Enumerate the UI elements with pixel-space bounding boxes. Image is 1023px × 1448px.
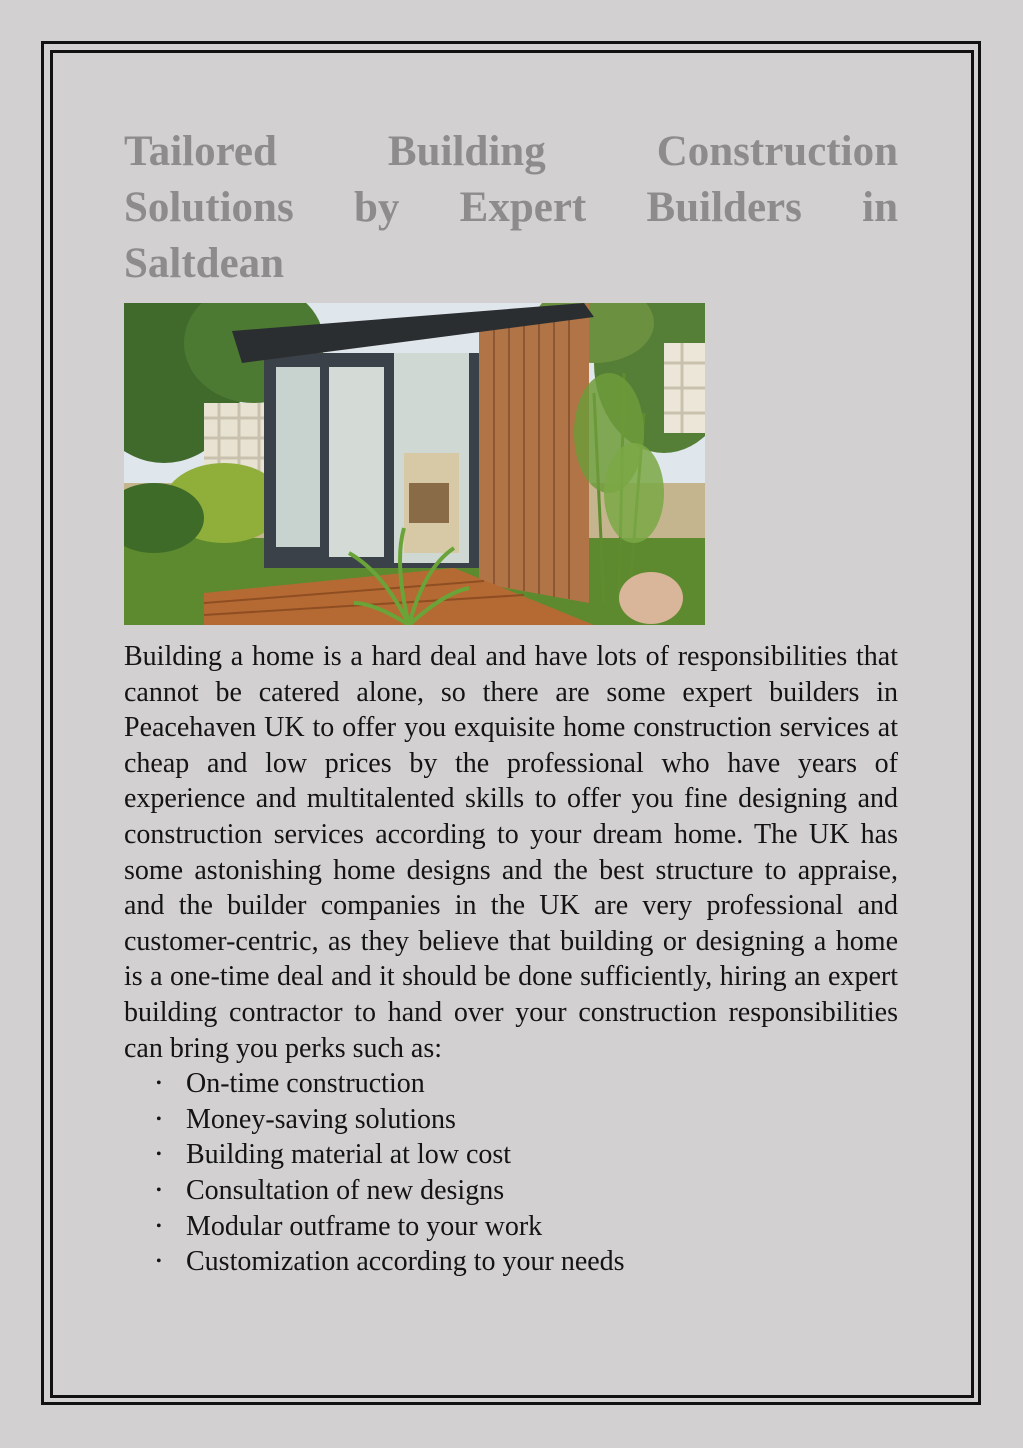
- body-paragraph: Building a home is a hard deal and have lots of responsibilities that cannot be catered alone, so there are some expert builders in Peacehaven UK to offer you exquisite home construction services at cheap and low prices by the professional who have years of experience and multitalented skills to offer you fine designing and construction services according to your dream home. The UK has some astonishing home designs and the best structure to appraise, and the builder companies in the UK are very professional and customer-centric, as they believe that building or designing a home is a one-time deal and it should be done sufficiently, hiring an expert building contractor to hand over your construction responsibilities can bring you perks such as:: [124, 641, 898, 1064]
- perks-list: [124, 1066, 898, 1280]
- list-item: [124, 1173, 898, 1209]
- list-item: [124, 1066, 898, 1102]
- document-title: [124, 124, 898, 292]
- bullet-icon: •: [156, 1146, 162, 1164]
- list-item: [124, 1244, 898, 1280]
- list-item: [124, 1209, 898, 1245]
- list-item-text: Consultation of new designs: [186, 1174, 505, 1206]
- list-item-text: On-time construction: [186, 1068, 425, 1100]
- list-item-text: Building material at low cost: [186, 1139, 512, 1171]
- bullet-icon: •: [156, 1181, 162, 1199]
- document-content: [124, 124, 898, 1280]
- list-item: [124, 1137, 898, 1173]
- bullet-icon: •: [156, 1075, 162, 1093]
- title-line-2: Solutions by Expert Builders in: [124, 184, 898, 231]
- bullet-icon: •: [156, 1110, 162, 1128]
- title-line-1: Tailored Building Construction: [124, 128, 898, 175]
- list-item-text: Customization according to your needs: [186, 1246, 625, 1278]
- title-line-3: Saltdean: [124, 240, 285, 287]
- list-item: [124, 1102, 898, 1138]
- list-item-text: Modular outframe to your work: [186, 1210, 543, 1242]
- bullet-icon: •: [156, 1253, 162, 1271]
- garden-office-photo: [124, 303, 705, 625]
- bullet-icon: •: [156, 1217, 162, 1235]
- list-item-text: Money-saving solutions: [186, 1103, 456, 1135]
